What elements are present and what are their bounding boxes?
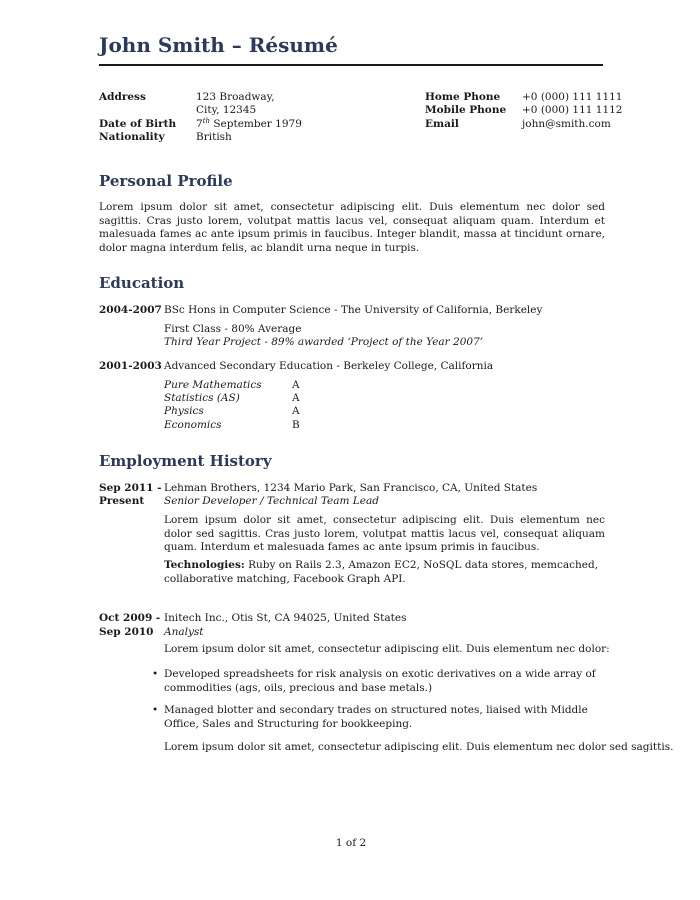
resume-title: John Smith – Résumé: [99, 33, 338, 57]
education-detail: Third Year Project - 89% awarded ‘Project of the Year 2007’: [164, 336, 484, 348]
technologies-text: Ruby on Rails 2.3, Amazon EC2, NoSQL data stores, memcached, collaborative matching, Facebook Graph API.: [164, 559, 599, 585]
job-date-end: Sep 2010: [99, 626, 154, 638]
education-detail: First Class - 80% Average: [164, 323, 302, 335]
job-date-start: Oct 2009 -: [99, 612, 161, 624]
email-value[interactable]: john@smith.com: [522, 118, 611, 130]
job-role: Analyst: [164, 626, 204, 638]
job-bullet: Developed spreadsheets for risk analysis on exotic derivatives on a wide array of commodities (ags, oils, precious and base metals.): [164, 668, 596, 694]
subject-grade: B: [292, 419, 300, 431]
job-employer: Lehman Brothers, 1234 Mario Park, San Francisco, CA, United States: [164, 482, 538, 494]
subject-name: Pure Mathematics: [164, 379, 262, 391]
bullet-icon: •: [152, 668, 159, 680]
dob-suffix: th: [202, 117, 211, 125]
dob-value: [196, 118, 302, 132]
dob-month-year: September 1979: [210, 118, 302, 130]
resume-page: [99, 0, 674, 900]
nationality-value: British: [196, 131, 232, 143]
title-divider: [99, 64, 603, 66]
address-label: Address: [99, 91, 146, 103]
address-line2: City, 12345: [196, 104, 257, 116]
subject-grade: A: [292, 405, 300, 417]
subject-grade: A: [292, 392, 300, 404]
mobile-phone-value: +0 (000) 111 1112: [522, 104, 623, 116]
employment-heading: Employment History: [99, 452, 272, 470]
home-phone-value: +0 (000) 111 1111: [522, 91, 623, 103]
personal-profile-text: Lorem ipsum dolor sit amet, consectetur adipiscing elit. Duis elementum nec dolor sed sagittis. Cras justo lorem, volutpat mattis lacus vel, consequat aliquam quam. Interdum et malesuada fames ac ante ipsum primis in faucibus. Integer blandit, massa at tincidunt ornare, dolor magna interdum felis, ac blandit urna neque in turpis.: [99, 201, 605, 254]
subject-name: Economics: [164, 419, 222, 431]
job-role: Senior Developer / Technical Team Lead: [164, 495, 379, 507]
job-technologies: [164, 559, 605, 586]
education-dates: 2001-2003: [99, 360, 162, 372]
bullet-icon: •: [152, 704, 159, 716]
job-bullet: Managed blotter and secondary trades on structured notes, liaised with Middle Office, Sales and Structuring for bookkeeping.: [164, 704, 588, 730]
technologies-label: Technologies:: [164, 559, 245, 571]
dob-day: 7: [196, 118, 203, 130]
education-degree: Advanced Secondary Education - Berkeley College, California: [164, 360, 494, 372]
job-employer: Initech Inc., Otis St, CA 94025, United States: [164, 612, 407, 624]
job-date-start: Sep 2011 -: [99, 482, 162, 494]
home-phone-label: Home Phone: [425, 91, 501, 103]
education-heading: Education: [99, 274, 185, 292]
subject-grade: A: [292, 379, 300, 391]
subject-name: Physics: [164, 405, 204, 417]
page-number: 1 of 2: [335, 837, 367, 849]
personal-profile-heading: Personal Profile: [99, 172, 233, 190]
job-description: Lorem ipsum dolor sit amet, consectetur adipiscing elit. Duis elementum nec dolor sed sagittis. Cras justo lorem, volutpat mattis lacus vel, consequat aliquam quam. Interdum et malesuada fames ac ante ipsum primis in faucibus.: [164, 514, 605, 553]
education-degree: BSc Hons in Computer Science - The University of California, Berkeley: [164, 304, 543, 316]
nationality-label: Nationality: [99, 131, 165, 143]
subject-name: Statistics (AS): [164, 392, 240, 404]
dob-label: Date of Birth: [99, 118, 177, 130]
email-label: Email: [425, 118, 459, 130]
job-date-end: Present: [99, 495, 145, 507]
address-line1: 123 Broadway,: [196, 91, 275, 103]
job-outro: Lorem ipsum dolor sit amet, consectetur adipiscing elit. Duis elementum nec dolor sed sagittis.: [164, 741, 674, 753]
job-intro: Lorem ipsum dolor sit amet, consectetur adipiscing elit. Duis elementum nec dolor:: [164, 643, 610, 655]
mobile-phone-label: Mobile Phone: [425, 104, 507, 116]
education-dates: 2004-2007: [99, 304, 162, 316]
